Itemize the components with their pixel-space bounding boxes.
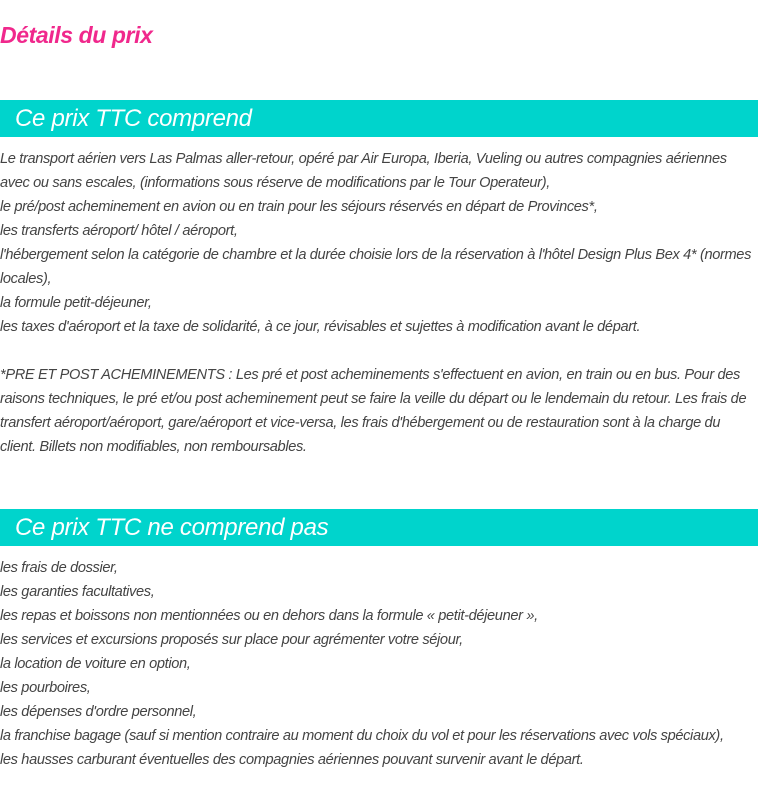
included-list	[0, 147, 758, 339]
included-item: Le transport aérien vers Las Palmas aller-retour, opéré par Air Europa, Iberia, Vueling ou autres compagnies aériennes avec ou sans escales, (informations sous réserve de modifications par le Tour Operateur),	[0, 151, 727, 191]
excluded-item: les services et excursions proposés sur place pour agrémenter votre séjour,	[0, 632, 463, 648]
included-item: les transferts aéroport/ hôtel / aéroport,	[0, 223, 238, 239]
included-banner	[0, 100, 758, 137]
excluded-item: les repas et boissons non mentionnées ou en dehors dans la formule « petit-déjeuner »,	[0, 608, 538, 624]
included-item: le pré/post acheminement en avion ou en train pour les séjours réservés en départ de Provinces*,	[0, 199, 598, 215]
included-heading: Ce prix TTC comprend	[15, 105, 252, 132]
transfer-note: *PRE ET POST ACHEMINEMENTS : Les pré et post acheminements s'effectuent en avion, en train ou en bus. Pour des raisons techniques, le pré et/ou post acheminement peut se faire la veille du départ ou le lendemain du retour. Les frais de transfert aéroport/aéroport, gare/aéroport et vice-versa, les frais d'hébergement ou de restauration sont à la charge du client. Billets non modifiables, non remboursables.	[0, 367, 747, 455]
excluded-item: la location de voiture en option,	[0, 656, 191, 672]
excluded-item: les frais de dossier,	[0, 560, 118, 576]
excluded-item: la franchise bagage (sauf si mention contraire au moment du choix du vol et pour les réservations avec vols spéciaux),	[0, 728, 724, 744]
excluded-heading: Ce prix TTC ne comprend pas	[15, 514, 329, 541]
excluded-item: les hausses carburant éventuelles des compagnies aériennes pouvant survenir avant le départ.	[0, 752, 584, 768]
page-title: Détails du prix	[0, 22, 153, 48]
included-item: la formule petit-déjeuner,	[0, 295, 152, 311]
excluded-banner	[0, 509, 758, 546]
excluded-list	[0, 556, 758, 772]
included-item: les taxes d'aéroport et la taxe de solidarité, à ce jour, révisables et sujettes à modification avant le départ.	[0, 319, 641, 335]
excluded-item: les pourboires,	[0, 680, 91, 696]
included-item: l'hébergement selon la catégorie de chambre et la durée choisie lors de la réservation à l'hôtel Design Plus Bex 4* (normes locales),	[0, 247, 752, 287]
excluded-item: les garanties facultatives,	[0, 584, 155, 600]
excluded-item: les dépenses d'ordre personnel,	[0, 704, 197, 720]
